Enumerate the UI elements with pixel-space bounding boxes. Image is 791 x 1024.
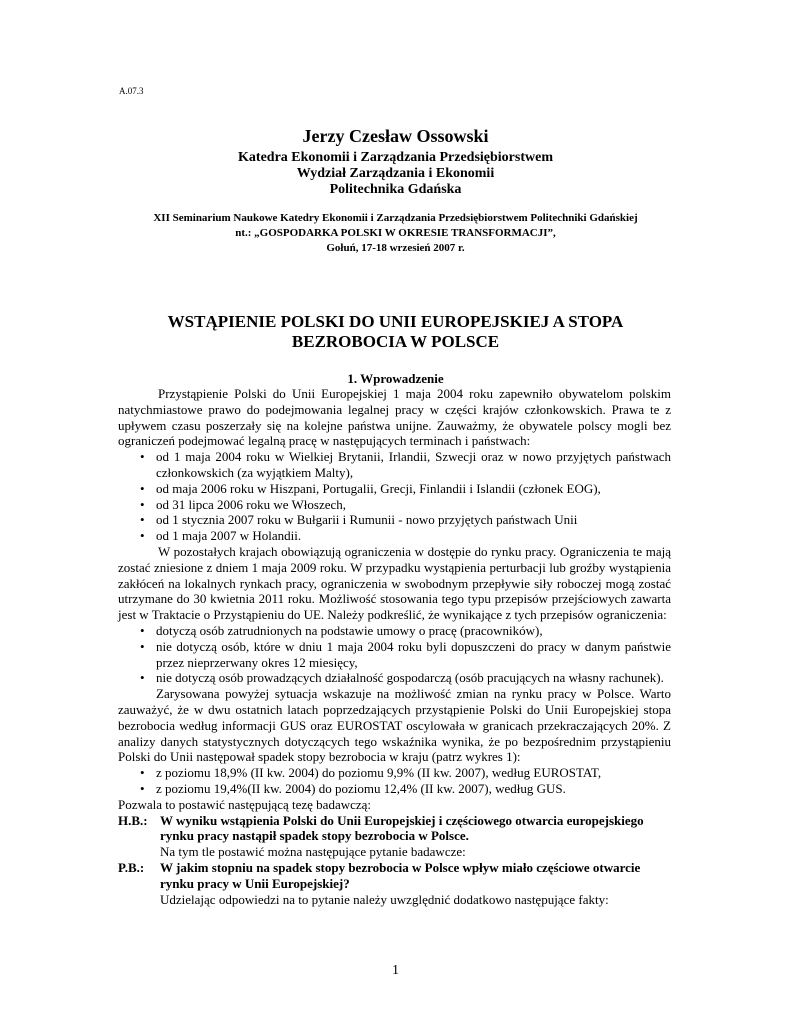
research-hypothesis [118, 813, 671, 845]
seminar-place-date: Gołuń, 17-18 wrzesień 2007 r. [326, 242, 465, 254]
document-code: A.07.3 [119, 86, 144, 96]
list-item: • z poziomu 18,9% (II kw. 2004) do poziomu 9,9% (II kw. 2007), według EUROSTAT, [140, 765, 602, 781]
affiliation-faculty: Wydział Zarządzania i Ekonomii [296, 166, 495, 181]
affiliation-department: Katedra Ekonomii i Zarządzania Przedsiębiorstwem [238, 150, 553, 165]
author-name: Jerzy Czesław Ossowski [302, 126, 489, 146]
bullet-icon: • [140, 512, 145, 528]
list-item: • nie dotyczą osób prowadzących działalność gospodarczą (osób pracujących na własny rachunek). [140, 670, 664, 686]
bullet-icon: • [140, 670, 145, 686]
bullet-icon: • [140, 449, 145, 465]
list-item: • od 31 lipca 2006 roku we Włoszech, [140, 496, 347, 512]
question-lead: Na tym tle postawić można następujące pytanie badawcze: [160, 844, 466, 860]
body-text [118, 386, 671, 907]
list-item: • od 1 maja 2004 roku w Wielkiej Brytanii, Irlandii, Szwecji oraz w nowo przyjętych państwach członkowskich (za wyjątkiem Malty), [140, 449, 671, 480]
hypothesis-label: H.B.: [118, 812, 148, 828]
bullet-icon: • [140, 528, 145, 544]
question-label: P.B.: [118, 859, 145, 875]
answer-lead: Udzielając odpowiedzi na to pytanie należy uwzględnić dodatkowo następujące fakty: [160, 891, 609, 907]
bullet-icon: • [140, 496, 145, 512]
list-unemployment-rates [118, 765, 671, 797]
affiliation-university: Politechnika Gdańska [329, 182, 462, 197]
list-item: • dotyczą osób zatrudnionych na podstawie umowy o pracę (pracowników), [140, 622, 543, 638]
paragraph-thesis-lead: Pozwala to postawić następującą tezę badawczą: [118, 796, 372, 812]
page-number: 1 [392, 963, 399, 978]
section-heading: 1. Wprowadzenie [347, 371, 444, 386]
seminar-name: XII Seminarium Naukowe Katedry Ekonomii i Zarządzania Przedsiębiorstwem Politechniki Gdańskiej [153, 212, 638, 224]
bullet-icon: • [140, 765, 145, 781]
paper-title-line-2: BEZROBOCIA W POLSCE [291, 332, 500, 351]
list-item: • od 1 maja 2007 w Holandii. [140, 528, 302, 544]
bullet-icon: • [140, 480, 145, 496]
list-item: • od 1 stycznia 2007 roku w Bułgarii i Rumunii - nowo przyjętych państwach Unii [140, 512, 578, 528]
paragraph-intro: Przystąpienie Polski do Unii Europejskiej 1 maja 2004 roku zapewniło obywatelom polskim natychmiastowe prawo do podejmowania legalnej pracy w części krajów członkowskich. Prawa te z upływem czasu poszerzały się na kolejne państwa unijne. Zauważmy, że obywatele polscy mogli bez ograniczeń podejmować legalną pracę w następujących terminach i państwach: [118, 386, 671, 449]
paper-title-line-1: WSTĄPIENIE POLSKI DO UNII EUROPEJSKIEJ A STOPA [167, 312, 624, 331]
list-access-dates [118, 449, 671, 544]
seminar-topic: nt.: „GOSPODARKA POLSKI W OKRESIE TRANSFORMACJI”, [235, 227, 556, 239]
research-question [118, 860, 671, 892]
bullet-icon: • [140, 780, 145, 796]
list-restrictions [118, 623, 671, 686]
list-item: • z poziomu 19,4%(II kw. 2004) do poziomu 12,4% (II kw. 2007), według GUS. [140, 780, 566, 796]
question-text: W jakim stopniu na spadek stopy bezrobocia w Polsce wpływ miało częściowe otwarcie rynku pracy w Unii Europejskiej? [160, 859, 641, 891]
paragraph-restrictions: W pozostałych krajach obowiązują ograniczenia w dostępie do rynku pracy. Ograniczenia te mają zostać zniesione z dniem 1 maja 2009 roku. W przypadku wystąpienia perturbacji lub groźby wystąpienia zakłóceń na lokalnych rynkach pracy, ograniczenia w swobodnym przepływie siły roboczej mogą zostać utrzymane do 30 kwietnia 2011 roku. Możliwość stosowania tego typu przepisów przejściowych zawarta jest w Traktacie o Przystąpieniu do UE. Należy podkreślić, że wynikające z tych przepisów ograniczenia: [118, 543, 671, 623]
bullet-icon: • [140, 638, 145, 654]
list-item: • nie dotyczą osób, które w dniu 1 maja 2004 roku byli dopuszczeni do pracy w danym państwie przez nieprzerwany okres 12 miesięcy, [140, 638, 671, 670]
hypothesis-text: W wyniku wstąpienia Polski do Unii Europejskiej i częściowego otwarcia europejskiego rynku pracy nastąpił spadek stopy bezrobocia w Polsce. [160, 812, 644, 844]
paragraph-unemployment: Zarysowana powyżej sytuacja wskazuje na możliwość zmian na rynku pracy w Polsce. Warto zauważyć, że w dwu ostatnich latach poprzedzających przystąpienie Polski do Unii Europejskiej stopa bezrobocia według informacji GUS oraz EUROSTAT oscylowała w granicach przekraczających 20%. Z analizy danych statystycznych dotyczących tego wskaźnika wynika, że po bezpośrednim przystąpieniu Polski do Unii następował spadek stopy bezrobocia w kraju (patrz wykres 1): [118, 686, 671, 765]
list-item: • od maja 2006 roku w Hiszpani, Portugalii, Grecji, Finlandii i Islandii (członek EOG), [140, 480, 601, 496]
bullet-icon: • [140, 622, 145, 638]
